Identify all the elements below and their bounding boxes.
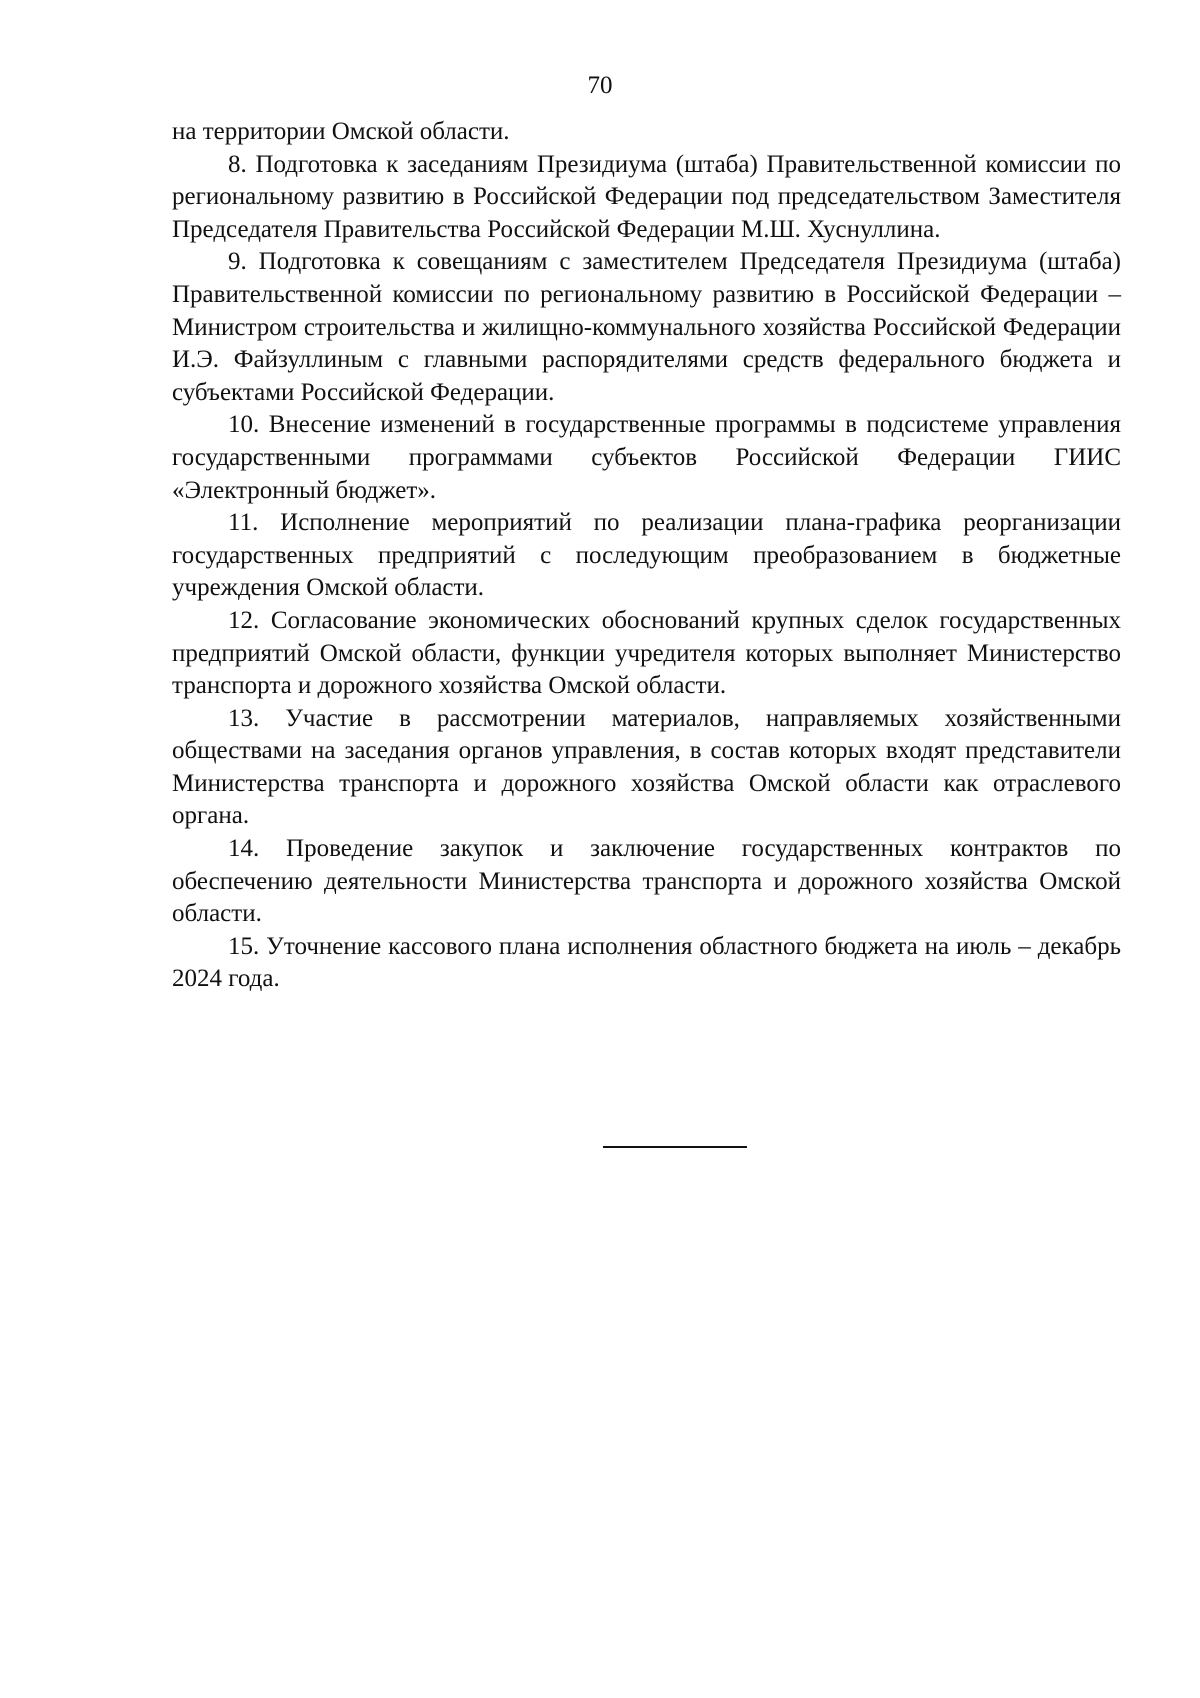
item-text: Внесение изменений в государственные программы в подсистеме управления государственными программами субъектов Российской Федерации ГИИС «Электронный бюджет». [172, 411, 1122, 504]
item-text: Подготовка к совещаниям с заместителем Председателя Президиума (штаба) Правительственной комиссии по региональному развитию в Российской Федерации – Министром строительства и жилищно-коммунального хозяйства Российской Федерации И.Э. Файзуллиным с главными распорядителями средств федерального бюджета и субъектами Российской Федерации. [172, 248, 1122, 406]
item-number: 11. [228, 509, 259, 537]
list-item-9 [172, 246, 1121, 409]
item-number: 15. [228, 932, 260, 960]
list-item-15 [172, 931, 1121, 996]
item-number: 8. [228, 150, 247, 178]
document-body [172, 116, 1121, 996]
paragraph-text: на территории Омской области. [172, 118, 510, 145]
item-number: 14. [228, 835, 260, 863]
page-number: 70 [587, 72, 613, 99]
end-of-document-rule [603, 1146, 747, 1148]
item-text: Подготовка к заседаниям Президиума (штаба) Правительственной комиссии по региональному развитию в Российской Федерации под председательством Заместителя Председателя Правительства Российской Федерации М.Ш. Хуснуллина. [172, 150, 1121, 243]
list-item-8 [172, 149, 1121, 247]
item-number: 10. [228, 411, 260, 439]
item-text: Проведение закупок и заключение государственных контрактов по обеспечению деятельности Министерства транспорта и дорожного хозяйства Омской области. [172, 835, 1121, 928]
list-item-12 [172, 605, 1121, 703]
item-text: Согласование экономических обоснований крупных сделок государственных предприятий Омской области, функции учредителя которых выполняет Министерство транспорта и дорожного хозяйства Омской области. [172, 606, 1121, 700]
item-number: 9. [228, 248, 247, 276]
item-text: Уточнение кассового плана исполнения областного бюджета на июль – декабрь 2024 года. [172, 932, 1121, 993]
list-item-10 [172, 409, 1121, 507]
item-number: 12. [228, 606, 260, 634]
list-item-13 [172, 703, 1121, 833]
list-item-11 [172, 507, 1121, 605]
list-item-14 [172, 833, 1121, 931]
item-text: Участие в рассмотрении материалов, направляемых хозяйственными обществами на заседания органов управления, в состав которых входят представители Министерства транспорта и дорожного хозяйства Омской области как отраслевого органа. [172, 704, 1122, 830]
paragraph-continuation [172, 116, 1121, 149]
item-number: 13. [228, 704, 260, 732]
item-text: Исполнение мероприятий по реализации плана-графика реорганизации государственных предприятий с последующим преобразованием в бюджетные учреждения Омской области. [172, 509, 1122, 602]
